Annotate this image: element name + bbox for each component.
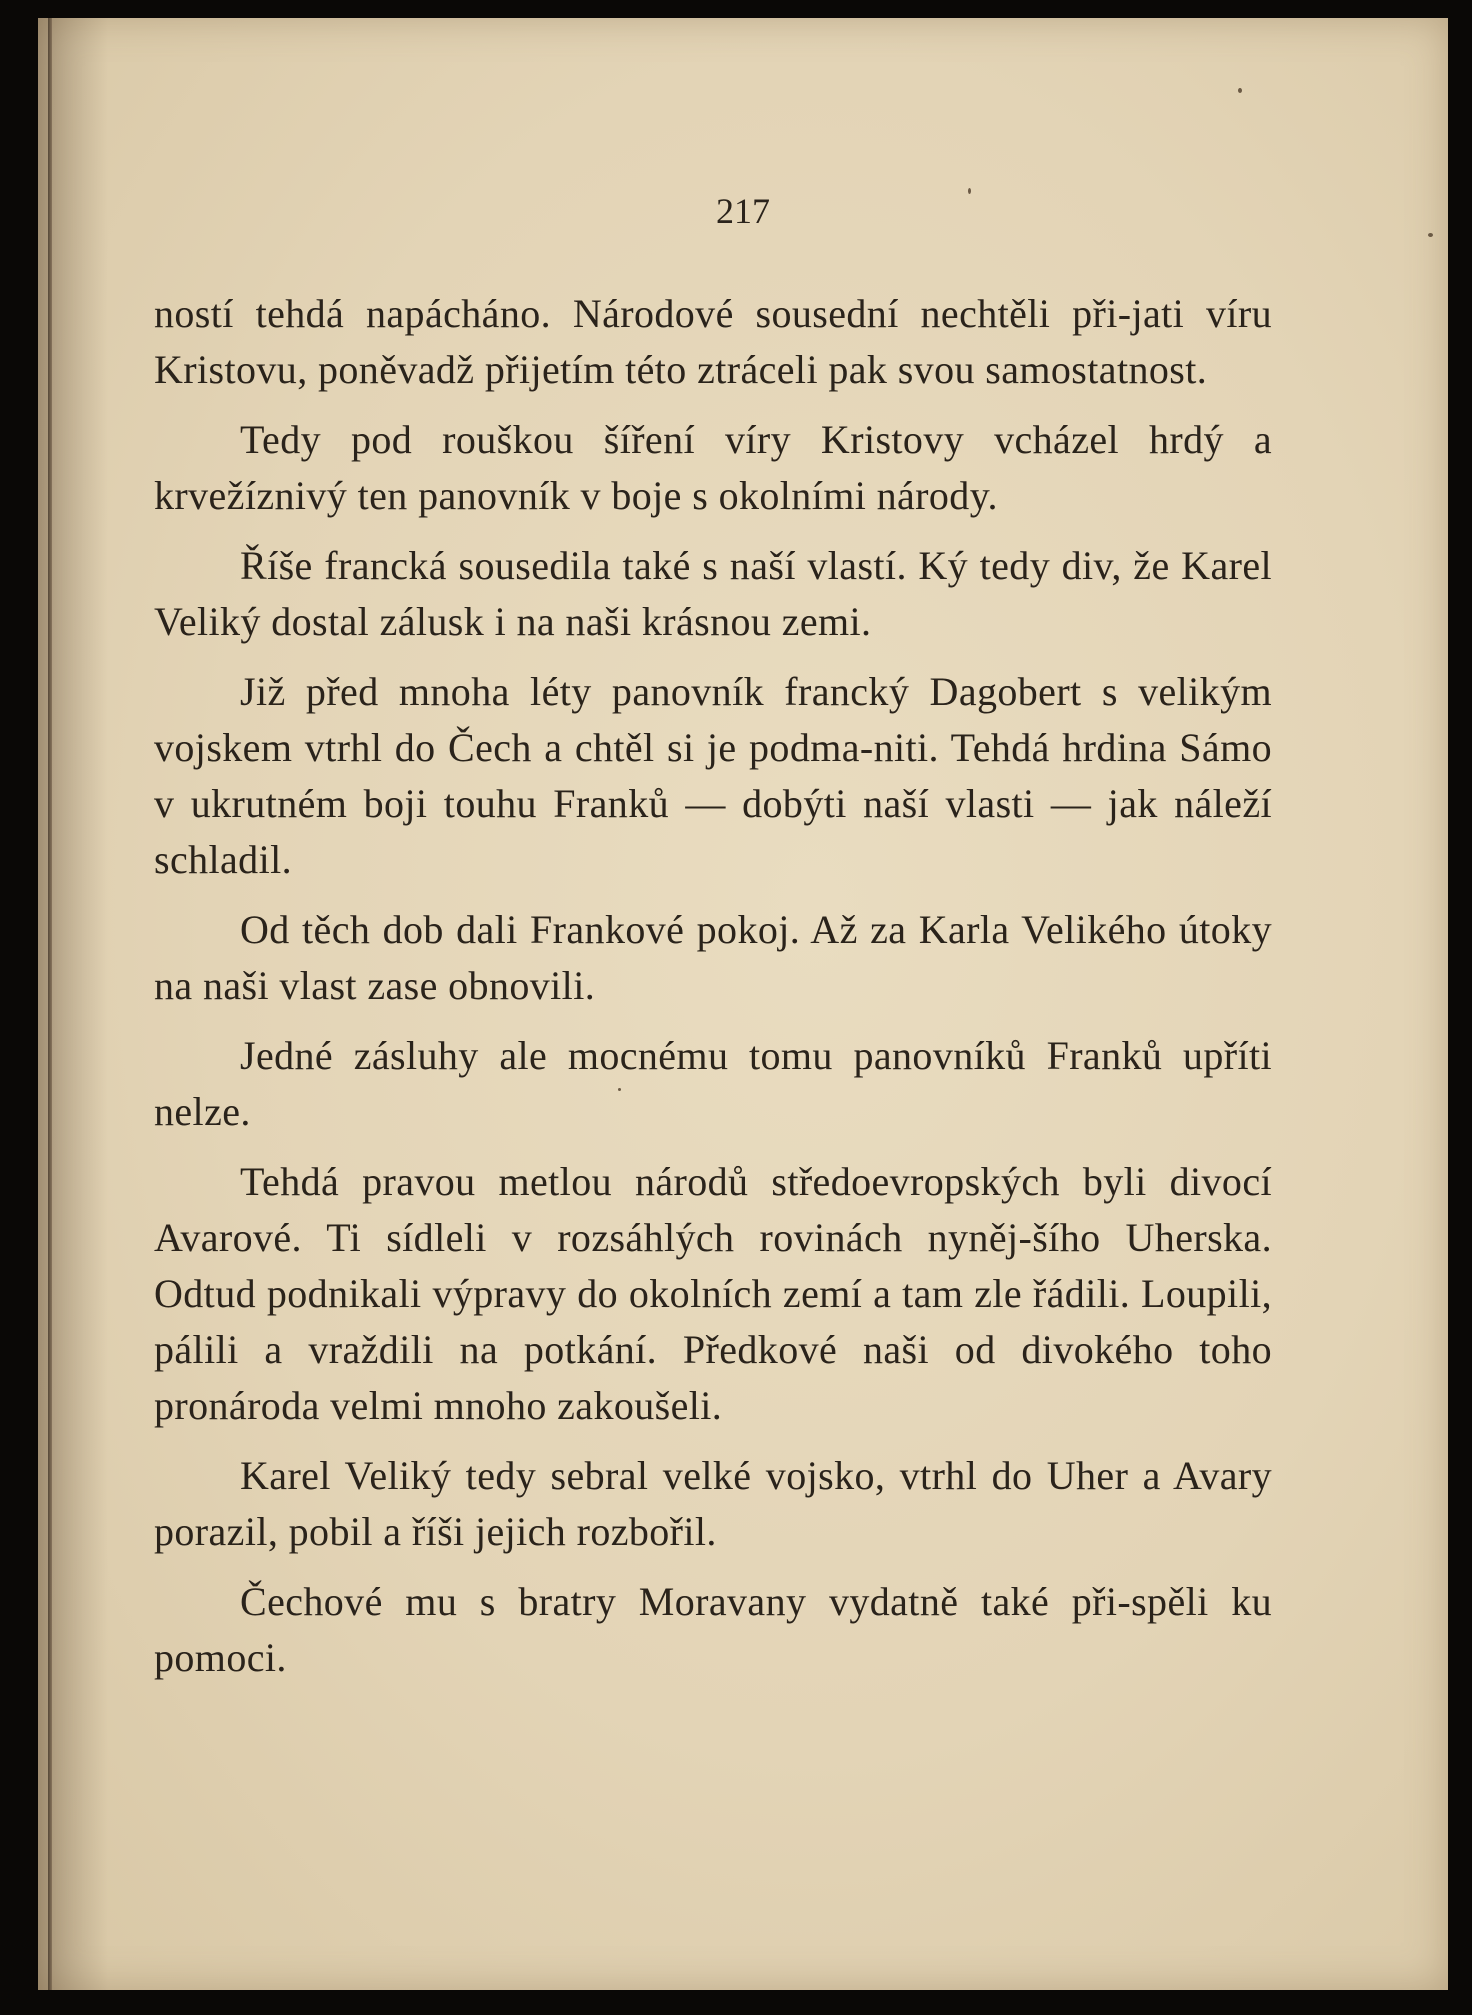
body-text xyxy=(154,286,1272,1700)
paragraph-4: Již před mnoha léty panovník francký Dagobert s velikým vojskem vtrhl do Čech a chtěl si je podma-niti. Tehdá hrdina Sámo v ukrutném boji touhu Franků — dobýti naší vlasti — jak náleží schladil. xyxy=(154,669,1272,882)
paper-speck xyxy=(1238,88,1242,93)
page-number: 217 xyxy=(716,191,770,231)
paragraph-1: ností tehdá napácháno. Národové sousední nechtěli při-jati víru Kristovu, poněvadž přijetím této ztráceli pak svou samostatnost. xyxy=(154,291,1272,392)
book-page xyxy=(38,18,1448,1990)
paragraph-7: Tehdá pravou metlou národů středoevropských byli divocí Avarové. Ti sídleli v rozsáhlých rovinách nyněj-šího Uherska. Odtud podnikali výpravy do okolních zemí a tam zle řádili. Loupili, pálili a vraždili na potkání. Předkové naši od divokého toho pronároda velmi mnoho zakoušeli. xyxy=(154,1159,1272,1428)
paper-speck xyxy=(1428,233,1433,237)
gutter-edge xyxy=(48,18,52,1990)
paragraph-8: Karel Veliký tedy sebral velké vojsko, vtrhl do Uher a Avary porazil, pobil a říši jejich rozbořil. xyxy=(154,1453,1272,1554)
paragraph-5: Od těch dob dali Frankové pokoj. Až za Karla Velikého útoky na naši vlast zase obnovili. xyxy=(154,907,1272,1008)
paragraph-9: Čechové mu s bratry Moravany vydatně také při-spěli ku pomoci. xyxy=(154,1579,1272,1680)
paper-speck xyxy=(618,1088,621,1091)
paper-speck xyxy=(968,188,971,194)
paragraph-6: Jedné zásluhy ale mocnému tomu panovníků Franků upříti nelze. xyxy=(154,1033,1272,1134)
paragraph-2: Tedy pod rouškou šíření víry Kristovy vcházel hrdý a krvežíznivý ten panovník v boje s okolními národy. xyxy=(154,417,1272,518)
paragraph-3: Říše francká sousedila také s naší vlastí. Ký tedy div, že Karel Veliký dostal zálusk i na naši krásnou zemi. xyxy=(154,543,1272,644)
